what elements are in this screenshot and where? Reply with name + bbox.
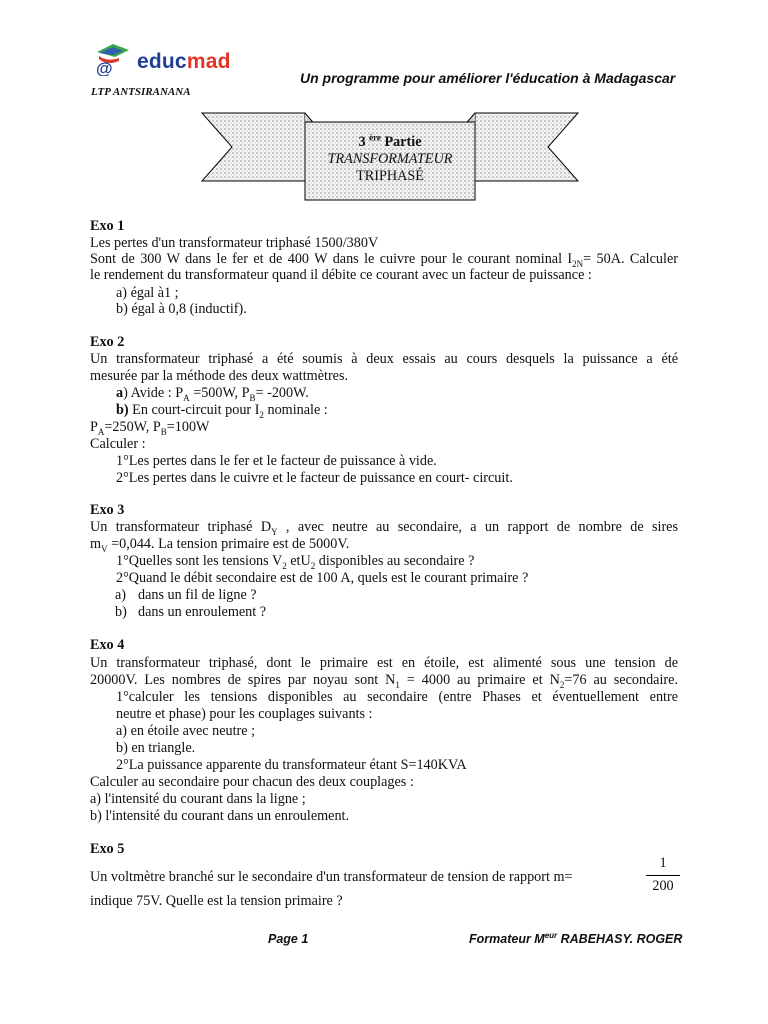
trainer-a: Formateur M (469, 932, 545, 946)
exo3-l2b: =0,044. La tension primaire est de 5000V. (107, 536, 350, 552)
exo1-item-b: b) égal à 0,8 (inductif). (116, 301, 247, 317)
exo3-l2sub: V (101, 543, 108, 554)
exo1-line2 (90, 251, 678, 268)
trainer-sup: eur (544, 930, 558, 940)
exo4-q1-line1: 1°calculer les tensions disponibles au secondaire (entre Phases et éventuellement entre (116, 689, 678, 705)
exo2-b-t1: En court-circuit pour I (128, 402, 260, 418)
header-tagline: Un programme pour améliorer l'éducation à Madagascar (300, 70, 676, 86)
exo2-b-label: b) (116, 402, 129, 418)
banner-title: TRANSFORMATEUR (327, 151, 453, 167)
banner-subtitle: TRIPHASÉ (356, 168, 424, 184)
exo4-l2a: 20000V. Les nombres de spires par noyau sont N (90, 672, 396, 688)
exo2-b-sub: 2 (259, 409, 264, 420)
exo3-b-text: dans un enroulement ? (138, 604, 267, 620)
exo3-l1sub: Y (271, 526, 278, 537)
exo2-p-s2: B (160, 426, 167, 437)
exo3-l2a: m (90, 536, 102, 552)
exo3-a-text: dans un fil de ligne ? (138, 587, 257, 603)
exo3-l1b: , avec neutre au secondaire, a un rapport de nombre de sires (277, 519, 678, 535)
exo3-q1c: disponibles au secondaire ? (315, 553, 475, 569)
logo-text-educ: educ (137, 50, 187, 73)
exo3-item-a (115, 587, 678, 604)
banner-part-sup: ère (369, 132, 381, 143)
exo4-line1: Un transformateur triphasé, dont le primaire est en étoile, est alimenté sous une tension de (90, 655, 678, 671)
exo2-item-a (116, 385, 678, 402)
page-number: Page 1 (268, 932, 309, 946)
exo4-line2 (90, 672, 678, 689)
fraction-numerator: 1 (659, 855, 667, 871)
exo3-line1 (90, 519, 678, 536)
exo2-a-s2: B (249, 392, 256, 403)
exo1-line2-sub: 2N (572, 258, 584, 269)
exo3-q1s1: 2 (282, 560, 287, 571)
exo3-title: Exo 3 (90, 502, 125, 518)
exo4-l2c: =76 au secondaire. (564, 672, 678, 688)
exo2-line1: Un transformateur triphasé a été soumis à deux essais au cours desquels la puissance a été (90, 351, 678, 367)
exo2-a-t2: =500W, P (189, 385, 250, 401)
exo2-title: Exo 2 (90, 334, 125, 350)
exo4-calc-b: b) l'intensité du courant dans un enroulement. (90, 808, 350, 824)
exo2-item-b (116, 402, 678, 419)
exo4-title: Exo 4 (90, 637, 125, 653)
exo4-l2b: = 4000 au primaire et N (399, 672, 560, 688)
exo4-l2s2: 2 (559, 679, 565, 690)
exo3-item-b (115, 604, 678, 621)
exo1-line3: le rendement du transformateur quand il débite ce courant avec un facteur de puissance : (90, 267, 592, 283)
educmad-logo (93, 40, 263, 80)
banner-part (305, 134, 475, 151)
exo4-item-a: a) en étoile avec neutre ; (116, 723, 256, 739)
exo3-q1a: 1°Quelles sont les tensions V (116, 553, 283, 569)
part-banner (200, 108, 580, 203)
exo5-title: Exo 5 (90, 841, 125, 857)
exo1-line2-a: Sont de 300 W dans le fer et de 400 W dans le cuivre pour le courant nominal I (90, 251, 573, 267)
exo4-item-b: b) en triangle. (116, 740, 196, 756)
exo3-q1 (116, 553, 678, 570)
exo2-q1: 1°Les pertes dans le fer et le facteur de puissance à vide. (116, 453, 437, 469)
exo2-power-values (90, 419, 678, 436)
exo1-line1: Les pertes d'un transformateur triphasé 1500/380V (90, 235, 379, 251)
exo2-p-t1: P (90, 419, 98, 435)
exo1-line2-b: = 50A. Calculer (583, 251, 678, 267)
educmad-logo-icon (93, 42, 133, 76)
exo2-p-t3: =100W (166, 419, 210, 435)
exo4-calculer: Calculer au secondaire pour chacun des deux couplages : (90, 774, 414, 790)
exo4-calc-a: a) l'intensité du courant dans la ligne ; (90, 791, 306, 807)
exo5-line2: indique 75V. Quelle est la tension primaire ? (90, 893, 343, 909)
exo2-p-t2: =250W, P (104, 419, 161, 435)
exo2-q2: 2°Les pertes dans le cuivre et le facteur de puissance en court- circuit. (116, 470, 513, 486)
exo2-p-s1: A (97, 426, 105, 437)
trainer-b: RABEHASY. ROGER (557, 932, 683, 946)
exo4-q1-line2: neutre et phase) pour les couplages suivants : (116, 706, 373, 722)
exo2-a-t1: ) Avide : P (123, 385, 184, 401)
exo5-fraction (646, 855, 680, 895)
exo2-calculer: Calculer : (90, 436, 146, 452)
exo4-l2s1: 1 (395, 679, 400, 690)
exo2-a-t3: = -200W. (255, 385, 309, 401)
exo1-title: Exo 1 (90, 218, 125, 234)
exo2-b-t2: nominale : (263, 402, 328, 418)
fraction-denominator: 200 (652, 878, 674, 894)
exo3-line2 (90, 536, 678, 553)
banner-part-word: Partie (384, 134, 422, 150)
exo4-q2: 2°La puissance apparente du transformateur étant S=140KVA (116, 757, 467, 773)
exo3-q1s2: 2 (310, 560, 316, 571)
exo2-a-s1: A (183, 392, 190, 403)
exo3-l1a: Un transformateur triphasé D (90, 519, 272, 535)
exo2-a-label: a (116, 385, 124, 401)
exo3-b-label: b) (115, 604, 127, 620)
exo3-q1b: etU (286, 553, 311, 569)
exo2-line2: mesurée par la méthode des deux wattmètres. (90, 368, 349, 384)
trainer-name (469, 932, 682, 946)
exo5-line1: Un voltmètre branché sur le secondaire d'un transformateur de tension de rapport m= (90, 869, 573, 885)
exo3-a-label: a) (115, 587, 127, 603)
exo1-item-a: a) égal à1 ; (116, 285, 179, 301)
svg-text:@: @ (96, 59, 113, 76)
school-name: LTP ANTSIRANANA (91, 86, 191, 98)
fraction-bar (646, 875, 680, 876)
logo-text-mad: mad (186, 50, 231, 73)
exo3-q2: 2°Quand le débit secondaire est de 100 A, quels est le courant primaire ? (116, 570, 529, 586)
banner-part-num: 3 (358, 134, 366, 150)
